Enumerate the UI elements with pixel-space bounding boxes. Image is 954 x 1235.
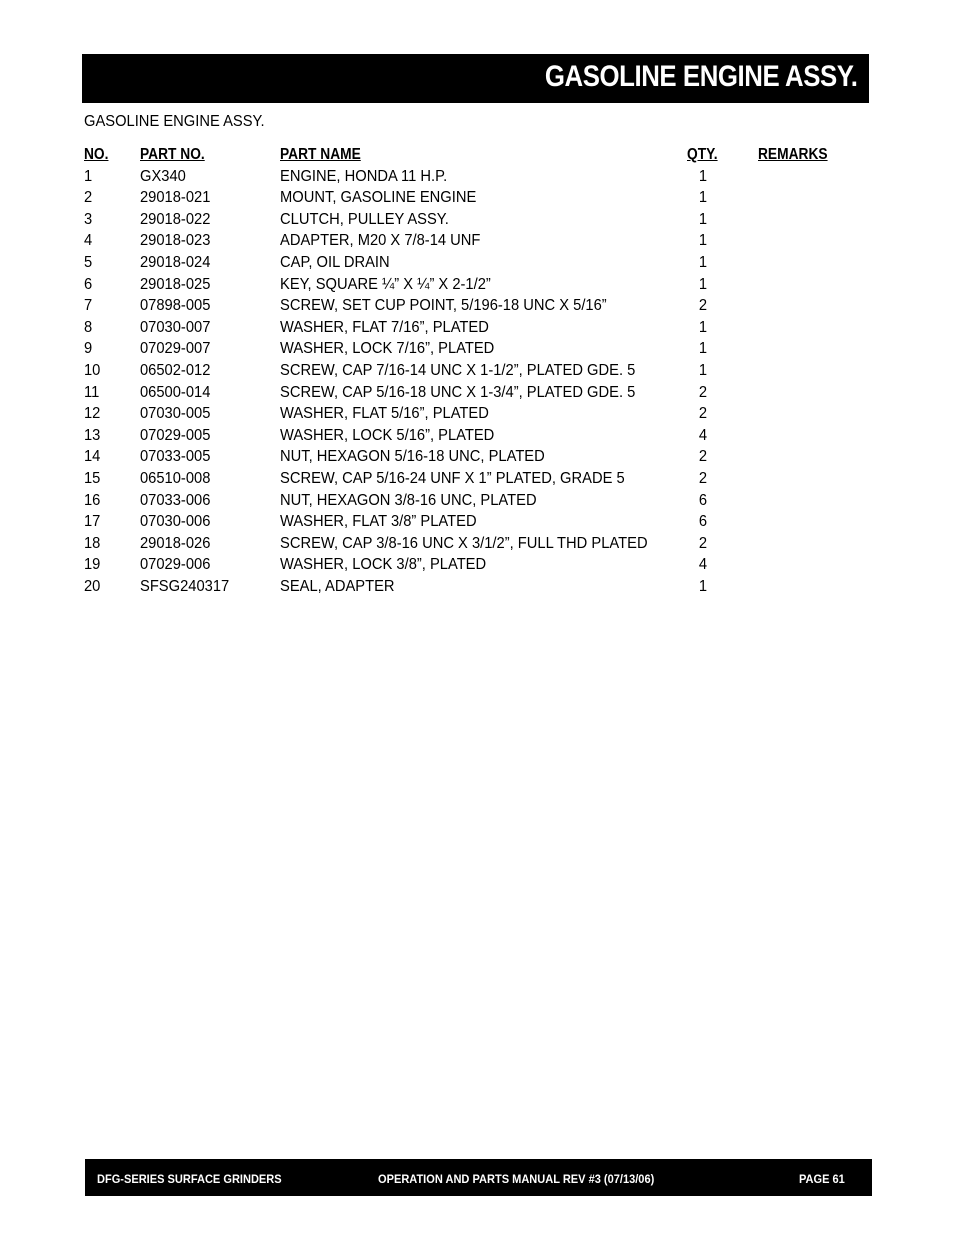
row-part-name: WASHER, FLAT 7/16”, PLATED (280, 318, 489, 336)
row-qty: 4 (698, 556, 708, 574)
row-qty: 1 (698, 253, 708, 271)
row-part-no: SFSG240317 (140, 577, 230, 595)
row-qty: 6 (698, 513, 708, 531)
row-no: 17 (84, 513, 101, 531)
row-qty: 2 (698, 383, 708, 401)
table-row (84, 468, 854, 490)
row-qty: 2 (698, 405, 708, 423)
table-row (84, 382, 854, 404)
row-part-no: 07033-005 (140, 448, 211, 466)
row-part-no: 07898-005 (140, 297, 211, 315)
table-row (84, 252, 854, 274)
table-row (84, 295, 854, 317)
row-part-name: MOUNT, GASOLINE ENGINE (280, 189, 477, 207)
row-part-name: ADAPTER, M20 X 7/8-14 UNF (280, 232, 481, 250)
row-part-name: NUT, HEXAGON 3/8-16 UNC, PLATED (280, 491, 537, 509)
column-header-no: NO. (84, 146, 109, 163)
row-no: 10 (84, 361, 101, 379)
row-part-no: 06510-008 (140, 469, 211, 487)
column-header-part-name: PART NAME (280, 146, 361, 163)
table-row (84, 490, 854, 512)
row-part-name: SCREW, CAP 7/16-14 UNC X 1-1/2”, PLATED GDE. 5 (280, 361, 636, 379)
table-row (84, 230, 854, 252)
row-no: 15 (84, 469, 101, 487)
row-part-no: 29018-023 (140, 232, 211, 250)
row-part-name: CLUTCH, PULLEY ASSY. (280, 210, 449, 228)
row-qty: 2 (698, 534, 708, 552)
row-part-name: WASHER, LOCK 5/16”, PLATED (280, 426, 495, 444)
row-part-no: 07029-006 (140, 556, 211, 574)
row-no: 16 (84, 491, 101, 509)
row-no: 20 (84, 577, 101, 595)
row-part-name: KEY, SQUARE ¼” X ¼” X 2-1/2” (280, 275, 491, 293)
row-qty: 1 (698, 189, 708, 207)
row-qty: 1 (698, 340, 708, 358)
column-header-remarks: REMARKS (758, 146, 828, 163)
row-part-name: SCREW, CAP 3/8-16 UNC X 3/1/2”, FULL THD PLATED (280, 534, 648, 552)
table-row (84, 576, 854, 598)
row-part-no: 07029-007 (140, 340, 211, 358)
row-qty: 1 (698, 577, 708, 595)
section-subtitle: GASOLINE ENGINE ASSY. (84, 113, 265, 130)
row-part-no: 07033-006 (140, 491, 211, 509)
row-no: 6 (84, 275, 93, 293)
row-part-name: SEAL, ADAPTER (280, 577, 395, 595)
row-qty: 6 (698, 491, 708, 509)
table-row (84, 533, 854, 555)
page-title: GASOLINE ENGINE ASSY. (544, 60, 857, 93)
row-qty: 2 (698, 297, 708, 315)
row-part-name: WASHER, LOCK 7/16”, PLATED (280, 340, 495, 358)
footer-page-number: PAGE 61 (799, 1172, 845, 1186)
row-no: 13 (84, 426, 101, 444)
table-row (84, 360, 854, 382)
row-part-name: CAP, OIL DRAIN (280, 253, 390, 271)
row-qty: 1 (698, 361, 708, 379)
row-no: 5 (84, 253, 93, 271)
table-row (84, 446, 854, 468)
row-part-no: 07030-006 (140, 513, 211, 531)
table-row (84, 187, 854, 209)
row-part-no: 29018-026 (140, 534, 211, 552)
table-row (84, 425, 854, 447)
row-no: 4 (84, 232, 93, 250)
row-no: 8 (84, 318, 93, 336)
row-part-no: 29018-024 (140, 253, 211, 271)
column-header-qty: QTY. (687, 146, 718, 163)
row-no: 11 (84, 383, 100, 401)
row-part-no: GX340 (140, 167, 186, 185)
row-part-no: 06500-014 (140, 383, 211, 401)
footer-manual-revision: OPERATION AND PARTS MANUAL REV #3 (07/13/06) (378, 1172, 655, 1186)
footer-product-name: DFG-SERIES SURFACE GRINDERS (97, 1172, 282, 1186)
row-no: 19 (84, 556, 101, 574)
column-header-part-no: PART NO. (140, 146, 205, 163)
table-row (84, 403, 854, 425)
row-part-name: ENGINE, HONDA 11 H.P. (280, 167, 448, 185)
row-part-name: NUT, HEXAGON 5/16-18 UNC, PLATED (280, 448, 545, 466)
table-row (84, 511, 854, 533)
row-part-name: WASHER, FLAT 3/8” PLATED (280, 513, 477, 531)
row-part-no: 29018-021 (140, 189, 211, 207)
row-part-name: SCREW, SET CUP POINT, 5/196-18 UNC X 5/16” (280, 297, 607, 315)
row-part-name: SCREW, CAP 5/16-18 UNC X 1-3/4”, PLATED GDE. 5 (280, 383, 636, 401)
footer-bar (85, 1159, 872, 1196)
table-row (84, 554, 854, 576)
row-no: 14 (84, 448, 101, 466)
row-qty: 2 (698, 469, 708, 487)
row-qty: 1 (698, 167, 708, 185)
row-part-name: WASHER, FLAT 5/16”, PLATED (280, 405, 489, 423)
row-qty: 4 (698, 426, 708, 444)
row-part-no: 29018-025 (140, 275, 211, 293)
row-part-name: SCREW, CAP 5/16-24 UNF X 1” PLATED, GRADE 5 (280, 469, 625, 487)
table-header-row (84, 144, 854, 166)
row-no: 12 (84, 405, 101, 423)
table-row (84, 209, 854, 231)
row-qty: 1 (698, 318, 708, 336)
row-part-no: 07030-007 (140, 318, 211, 336)
table-row (84, 274, 854, 296)
row-qty: 1 (698, 275, 708, 293)
row-part-no: 29018-022 (140, 210, 211, 228)
table-row (84, 317, 854, 339)
parts-table (84, 144, 854, 597)
row-no: 7 (84, 297, 93, 315)
row-qty: 1 (698, 232, 708, 250)
row-qty: 1 (698, 210, 708, 228)
title-banner (82, 54, 869, 103)
row-no: 2 (84, 189, 93, 207)
row-part-no: 07030-005 (140, 405, 211, 423)
row-no: 18 (84, 534, 101, 552)
table-row (84, 166, 854, 188)
row-no: 9 (84, 340, 93, 358)
row-qty: 2 (698, 448, 708, 466)
row-part-no: 07029-005 (140, 426, 211, 444)
table-row (84, 338, 854, 360)
row-no: 3 (84, 210, 93, 228)
row-no: 1 (84, 167, 93, 185)
row-part-no: 06502-012 (140, 361, 211, 379)
row-part-name: WASHER, LOCK 3/8”, PLATED (280, 556, 487, 574)
